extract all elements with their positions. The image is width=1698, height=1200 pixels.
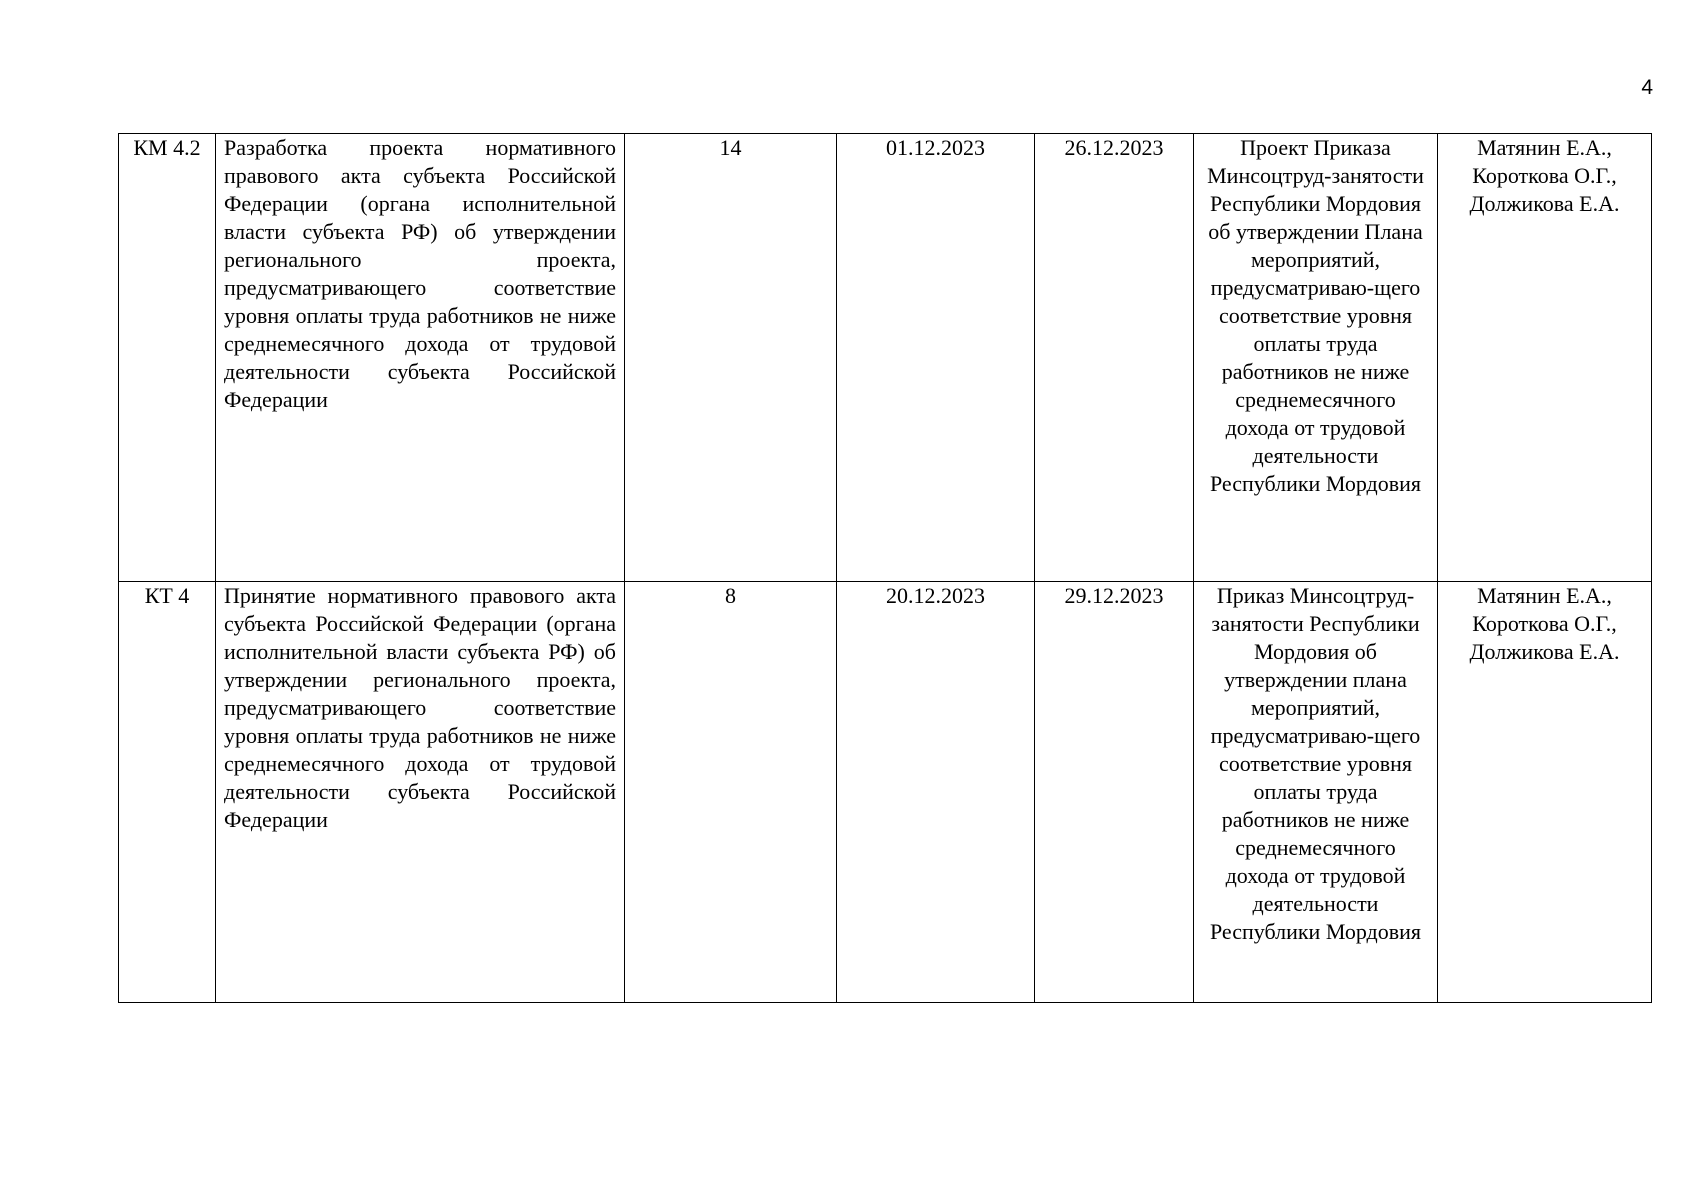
- row-code: КМ 4.2: [119, 134, 216, 582]
- row-result-document: Проект Приказа Минсоцтруд-занятости Республики Мордовия об утверждении Плана мероприятий, предусматриваю-щего соответствие уровня оплаты труда работников не ниже среднемесячного дохода от трудовой деятельности Республики Мордовия: [1194, 134, 1438, 582]
- row-duration: 14: [625, 134, 837, 582]
- page-number: 4: [1641, 76, 1653, 99]
- row-code: КТ 4: [119, 582, 216, 1003]
- row-end-date: 29.12.2023: [1035, 582, 1194, 1003]
- row-task-name: Разработка проекта нормативного правового акта субъекта Российской Федерации (органа исполнительной власти субъекта РФ) об утверждении регионального проекта, предусматривающего соответствие уровня оплаты труда работников не ниже среднемесячного дохода от трудовой деятельности субъекта Российской Федерации: [216, 134, 625, 582]
- row-responsible: Матянин Е.А., Короткова О.Г., Должикова Е.А.: [1438, 134, 1652, 582]
- row-result-document: Приказ Минсоцтруд-занятости Республики Мордовия об утверждении плана мероприятий, предусматриваю-щего соответствие уровня оплаты труда работников не ниже среднемесячного дохода от трудовой деятельности Республики Мордовия: [1194, 582, 1438, 1003]
- row-start-date: 01.12.2023: [837, 134, 1035, 582]
- row-start-date: 20.12.2023: [837, 582, 1035, 1003]
- table-row: [119, 582, 1652, 1003]
- row-duration: 8: [625, 582, 837, 1003]
- table-row: [119, 134, 1652, 582]
- row-task-name: Принятие нормативного правового акта субъекта Российской Федерации (органа исполнительной власти субъекта РФ) об утверждении регионального проекта, предусматривающего соответствие уровня оплаты труда работников не ниже среднемесячного дохода от трудовой деятельности субъекта Российской Федерации: [216, 582, 625, 1003]
- row-responsible: Матянин Е.А., Короткова О.Г., Должикова Е.А.: [1438, 582, 1652, 1003]
- plan-table: [118, 133, 1652, 1003]
- row-end-date: 26.12.2023: [1035, 134, 1194, 582]
